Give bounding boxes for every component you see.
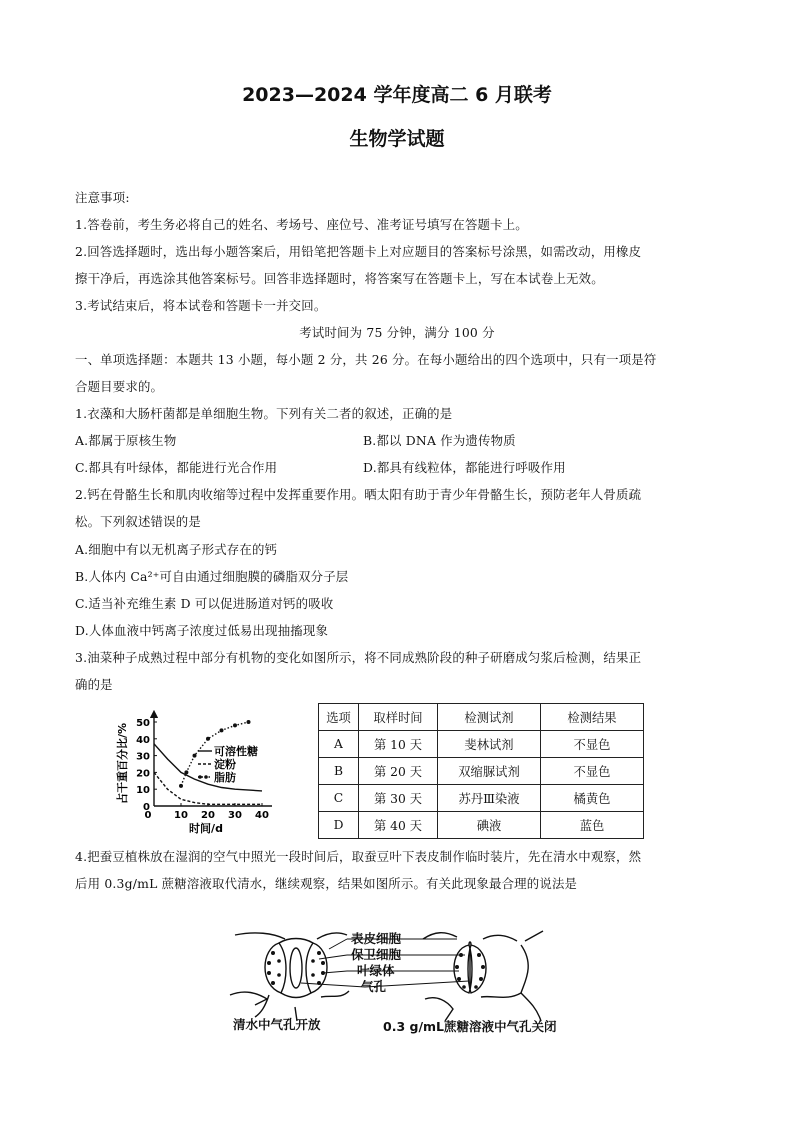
table-cell: 橘黄色 (541, 785, 644, 812)
exam-subtitle: 生物学试题 (349, 128, 445, 150)
label-epidermal-cell: 表皮细胞 (351, 931, 402, 946)
q2-option-d: D.人体血液中钙离子浓度过低易出现抽搐现象 (75, 623, 329, 638)
table-cell: 第 20 天 (359, 758, 438, 785)
q1-option-b: B.都以 DNA 作为遗传物质 (363, 433, 516, 448)
table-cell: 不显色 (541, 758, 644, 785)
table-row (319, 812, 644, 839)
table-cell: 第 40 天 (359, 812, 438, 839)
chart-y-tick-label: 0 (143, 802, 150, 813)
chart-data-point (247, 720, 251, 724)
chart-legend-label: 脂肪 (214, 771, 236, 784)
table-header-cell: 选项 (319, 704, 359, 731)
q3-stem: 3.油菜种子成熟过程中部分有机物的变化如图所示，将不同成熟阶段的种子研磨成匀浆后检测，结果正 (75, 650, 642, 665)
q2-option-b: B.人体内 Ca²⁺可自由通过细胞膜的磷脂双分子层 (75, 569, 349, 584)
table-header-cell: 检测试剂 (438, 704, 541, 731)
table-cell: 碘液 (438, 812, 541, 839)
chart-legend-marker (204, 775, 208, 779)
chart-x-tick-label: 20 (201, 810, 215, 821)
chart-x-tick-label: 30 (228, 810, 242, 821)
table-header-cell: 取样时间 (359, 704, 438, 731)
table-cell: 不显色 (541, 731, 644, 758)
table-cell: 斐林试剂 (438, 731, 541, 758)
q2-option-c: C.适当补充维生素 D 可以促进肠道对钙的吸收 (75, 596, 334, 611)
table-cell: D (319, 812, 359, 839)
table-cell: 第 10 天 (359, 731, 438, 758)
chart-x-tick-label: 40 (255, 810, 269, 821)
table-cell: B (319, 758, 359, 785)
q1-option-a: A.都属于原核生物 (75, 433, 177, 448)
q2-option-a: A.细胞中有以无机离子形式存在的钙 (75, 542, 278, 557)
table-cell: A (319, 731, 359, 758)
q1-stem: 1.衣藻和大肠杆菌都是单细胞生物。下列有关二者的叙述，正确的是 (75, 406, 453, 421)
table-row (319, 758, 644, 785)
chart-x-axis-label: 时间/d (189, 822, 223, 835)
chart-legend-label: 淀粉 (214, 758, 236, 771)
notice-heading: 注意事项: (75, 190, 130, 205)
exam-title: 2023—2024 学年度高二 6 月联考 (242, 84, 552, 106)
q1-option-c: C.都具有叶绿体，都能进行光合作用 (75, 460, 278, 475)
chart-series-line (154, 772, 262, 804)
stoma-pore-open (290, 948, 302, 988)
chart-y-tick-label: 40 (136, 734, 150, 746)
chart-x-tick-label: 10 (174, 810, 188, 821)
notice-item-2-cont: 擦干净后，再选涂其他答案标号。回答非选择题时，将答案写在答题卡上，写在本试卷上无效。 (75, 271, 604, 286)
table-cell: 第 30 天 (359, 785, 438, 812)
table-header-row (319, 704, 644, 731)
chart-data-point (193, 754, 197, 758)
label-chloroplast: 叶绿体 (357, 963, 395, 978)
q4-stem-cont: 后用 0.3g/mL 蔗糖溶液取代清水，继续观察，结果如图所示。有关此现象最合理的说法是 (75, 876, 578, 891)
chart-data-point (184, 770, 188, 774)
notice-item-2: 2.回答选择题时，选出每小题答案后，用铅笔把答题卡上对应题目的答案标号涂黑，如需改动，用橡皮 (75, 244, 642, 259)
caption-closed: 0.3 g/mL蔗糖溶液中气孔关闭 (383, 1019, 557, 1034)
section-1-heading-cont: 合题目要求的。 (75, 379, 164, 394)
label-guard-cell: 保卫细胞 (351, 947, 402, 962)
q4-stem: 4.把蚕豆植株放在湿润的空气中照光一段时间后，取蚕豆叶下表皮制作临时装片，先在清水中观察，然 (75, 849, 642, 864)
table-cell: 双缩脲试剂 (438, 758, 541, 785)
q2-stem: 2.钙在骨骼生长和肌肉收缩等过程中发挥重要作用。晒太阳有助于青少年骨骼生长，预防老年人骨质疏 (75, 487, 642, 502)
q3-stem-cont: 确的是 (75, 677, 113, 692)
chart-y-tick-label: 20 (136, 768, 150, 780)
table-row (319, 731, 644, 758)
chart-x-tick-label: 0 (144, 810, 152, 821)
q2-stem-cont: 松。下列叙述错误的是 (75, 514, 201, 529)
chart-data-point (233, 723, 237, 727)
table-cell: 苏丹Ⅲ染液 (438, 785, 541, 812)
q3-options-table (318, 703, 644, 839)
chart-y-tick-label: 10 (136, 785, 150, 797)
q1-option-d: D.都具有线粒体，都能进行呼吸作用 (363, 460, 566, 475)
chart-legend-marker (198, 775, 202, 779)
chart-y-axis-label: 占干重百分比/% (116, 722, 129, 804)
table-cell: 蓝色 (541, 812, 644, 839)
guard-cell-left-open (265, 943, 286, 993)
chart-data-point (206, 737, 210, 741)
caption-open: 清水中气孔开放 (233, 1017, 321, 1032)
chart-data-point (179, 784, 183, 788)
chart-y-tick-label: 30 (136, 751, 150, 763)
table-cell: C (319, 785, 359, 812)
q4-stomata-figure (225, 925, 605, 1037)
notice-item-1: 1.答卷前，考生务必将自己的姓名、考场号、座位号、准考证号填写在答题卡上。 (75, 217, 528, 232)
q3-line-chart (110, 708, 310, 840)
exam-time: 考试时间为 75 分钟，满分 100 分 (299, 325, 495, 340)
label-stoma: 气孔 (361, 979, 387, 994)
chart-y-tick-label: 50 (136, 718, 150, 729)
table-header-cell: 检测结果 (541, 704, 644, 731)
table-row (319, 785, 644, 812)
chart-legend-label: 可溶性糖 (214, 745, 258, 758)
chart-data-point (220, 728, 224, 732)
section-1-heading: 一、单项选择题：本题共 13 小题，每小题 2 分，共 26 分。在每小题给出的四个选项中，只有一项是符 (75, 352, 657, 367)
notice-item-3: 3.考试结束后，将本试卷和答题卡一并交回。 (75, 298, 327, 313)
